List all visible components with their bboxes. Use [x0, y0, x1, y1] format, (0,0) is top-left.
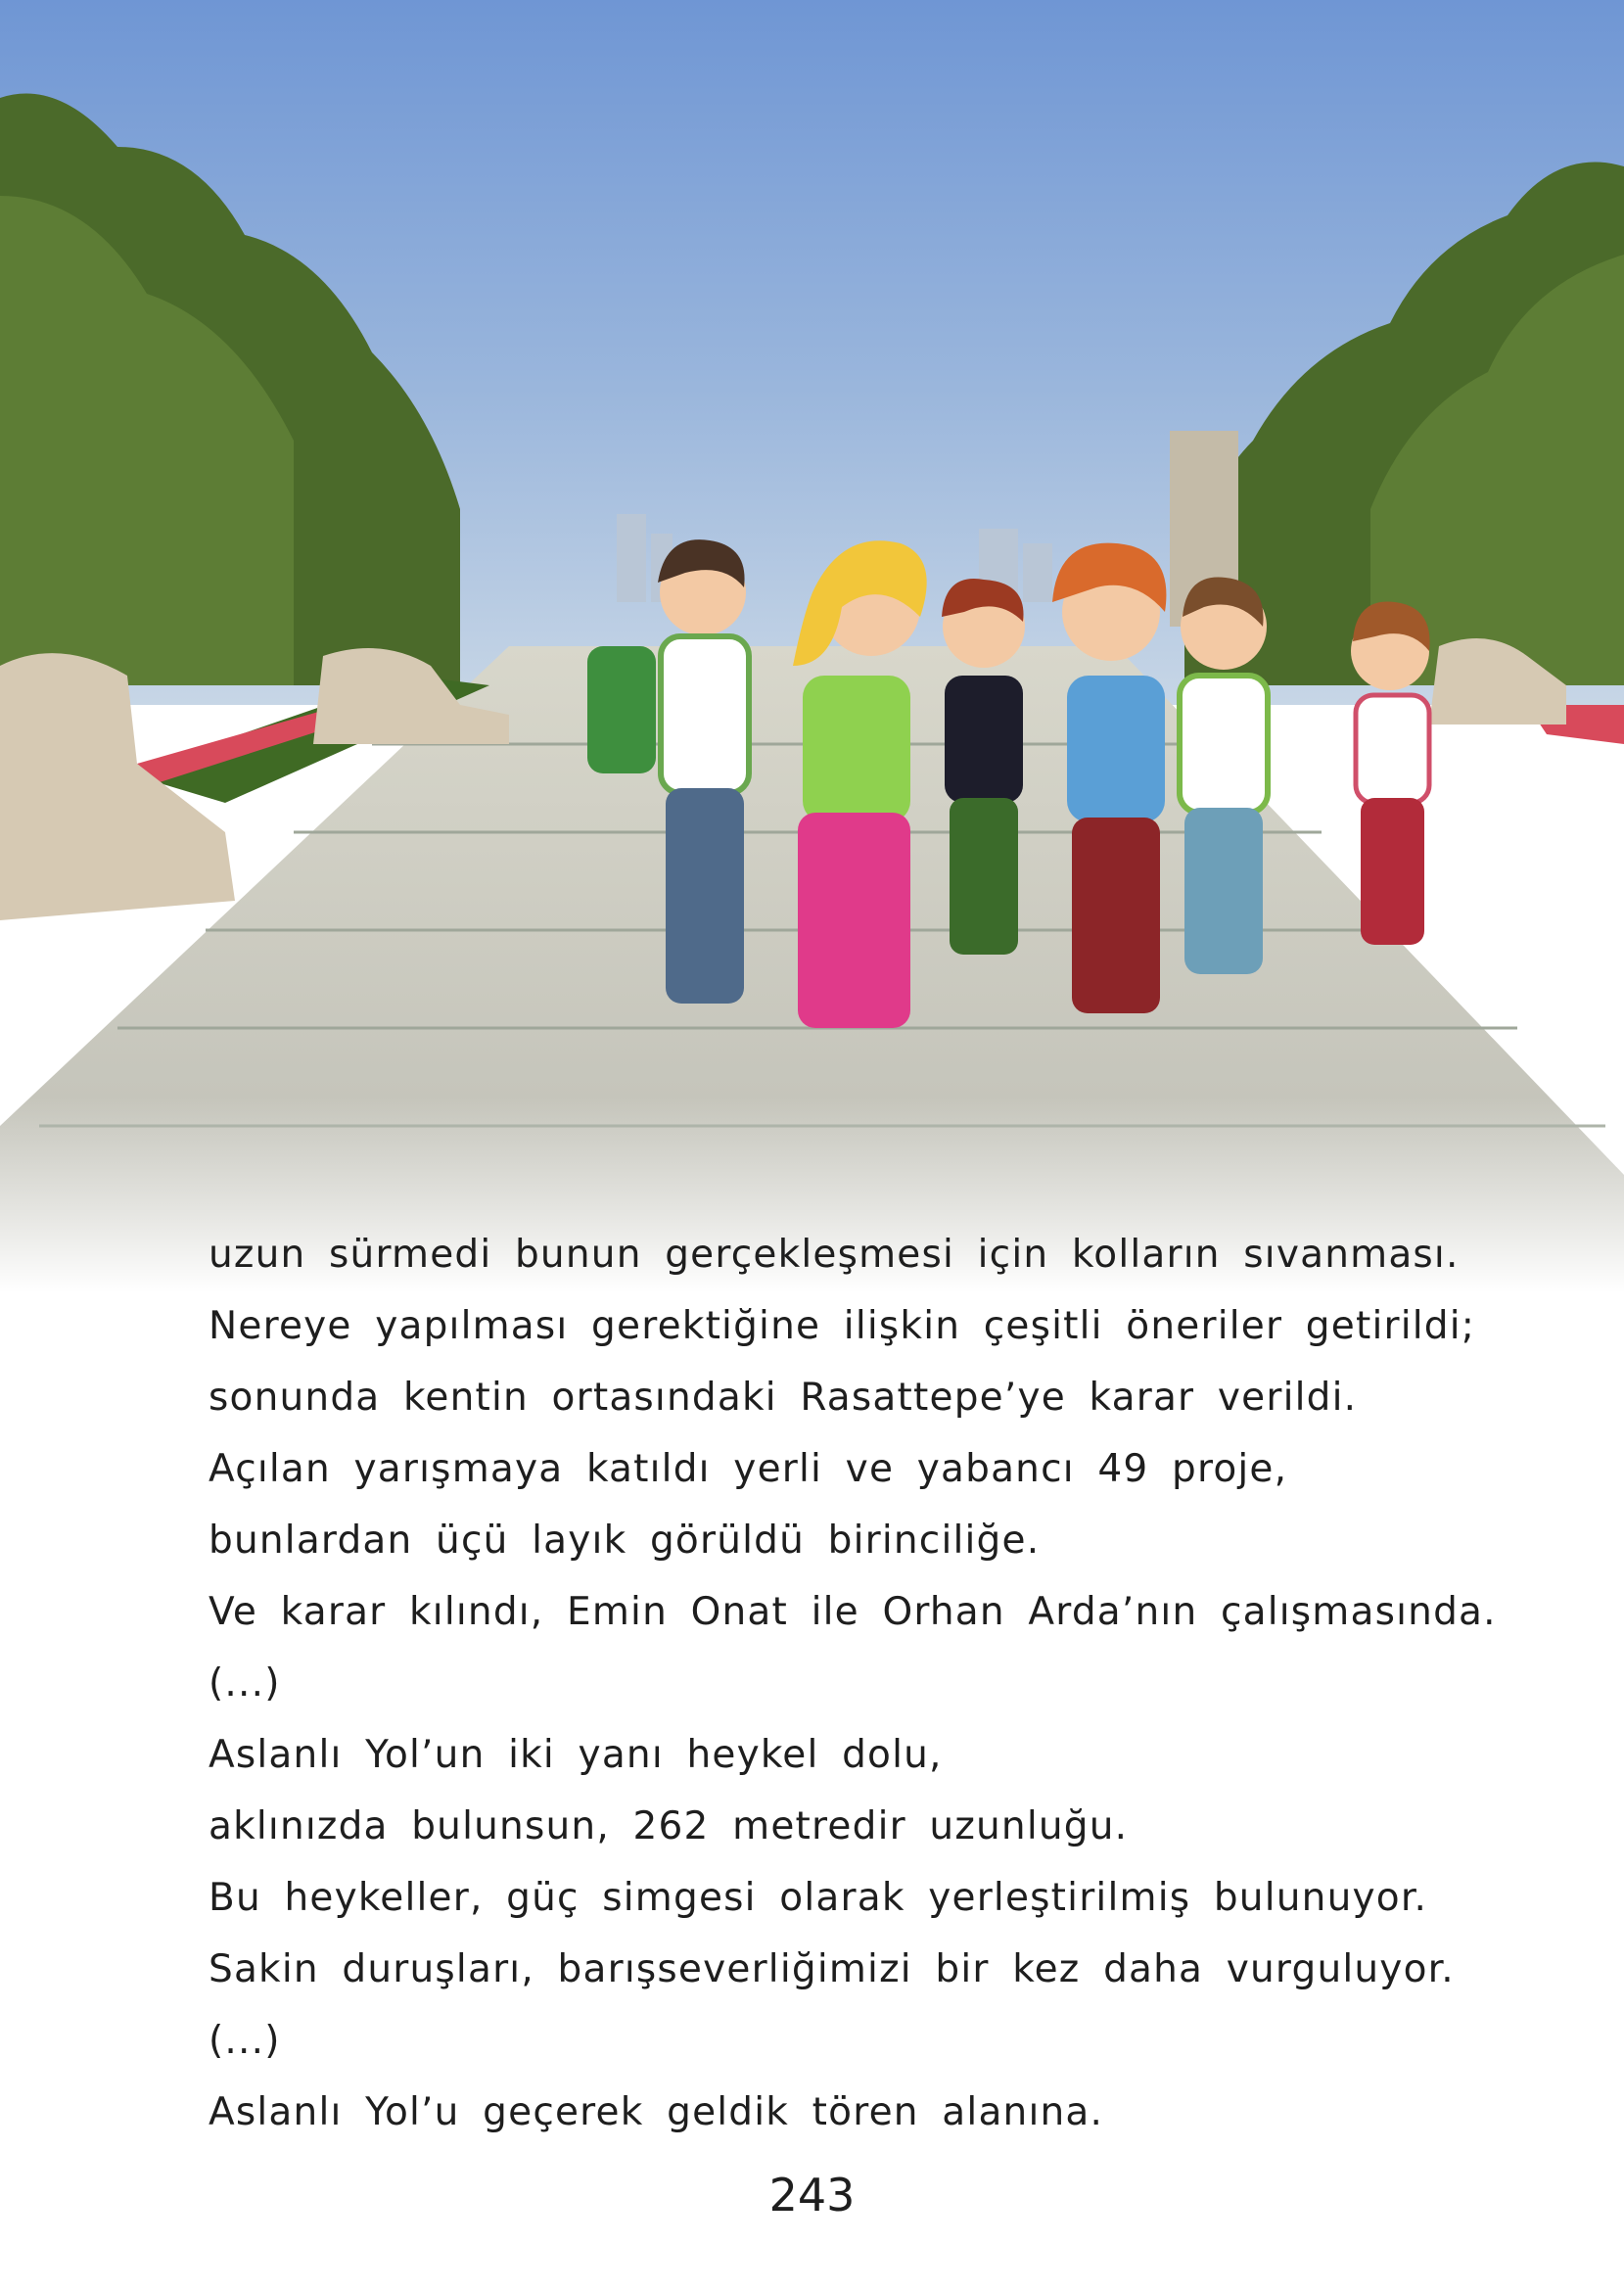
poem-line: aklınızda bulunsun, 262 metredir uzunluğu. [209, 1804, 1129, 1848]
page-number: 243 [768, 2169, 856, 2221]
poem-line: uzun sürmedi bunun gerçekleşmesi için kolların sıvanması. [209, 1233, 1460, 1277]
poem-line: Nereye yapılması gerektiğine ilişkin çeşitli öneriler getirildi; [209, 1304, 1476, 1348]
poem-text [209, 1219, 1497, 2148]
poem-line: Açılan yarışmaya katıldı yerli ve yabancı 49 proje, [209, 1447, 1288, 1491]
poem-ellipsis: (...) [209, 1661, 281, 1706]
child-5 [1180, 578, 1268, 975]
poem-line: Aslanlı Yol’un iki yanı heykel dolu, [209, 1733, 943, 1777]
poem-line: Sakin duruşları, barışseverliğimizi bir kez daha vurguluyor. [209, 1947, 1455, 1991]
poem-line: Bu heykeller, güç simgesi olarak yerleştirilmiş bulunuyor. [209, 1876, 1428, 1920]
poem-line: Ve karar kılındı, Emin Onat ile Orhan Arda’nın çalışmasında. [209, 1590, 1497, 1634]
child-6 [1351, 602, 1430, 946]
child-3 [942, 579, 1025, 955]
poem-line: sonunda kentin ortasındaki Rasattepe’ye karar verildi. [209, 1376, 1358, 1420]
poem-ellipsis: (...) [209, 2019, 281, 2063]
poem-line: bunlardan üçü layık görüldü birinciliğe. [209, 1519, 1041, 1563]
poem-line: Aslanlı Yol’u geçerek geldik tören alanına. [209, 2090, 1104, 2134]
child-2 [793, 540, 927, 1028]
